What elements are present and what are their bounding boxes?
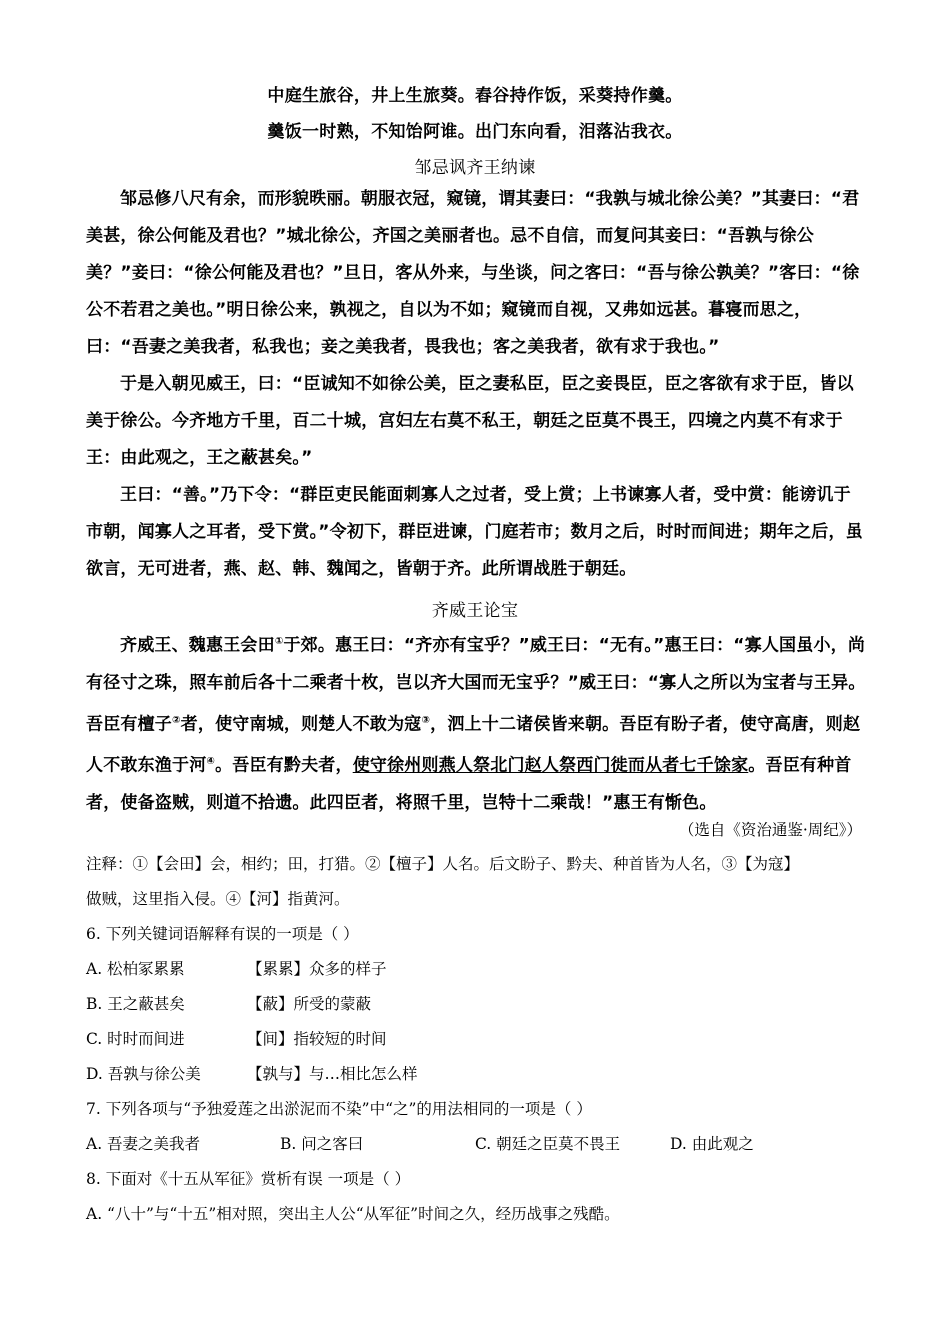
q6-option-c[interactable]: C. 时时而间进 bbox=[86, 1030, 185, 1048]
q8-option-a[interactable]: A. “八十”与“十五”相对照，突出主人公“从军征”时间之久，经历战事之残酷。 bbox=[86, 1205, 620, 1223]
passage2-body bbox=[86, 623, 866, 822]
passage2-title: 齐威王论宝 bbox=[431, 601, 519, 621]
passage2-text-6: 。吾臣有种首者，使备盗贼，则道不拾遗。此四臣者，将照千里，岂特十二乘哉！”惠王有惭色。 bbox=[86, 755, 852, 813]
poem-line-2: 羹饭一时熟，不知饴阿谁。出门东向看，泪落沾我衣。 bbox=[267, 122, 683, 142]
q6-option-a[interactable]: A. 松柏冢累累 bbox=[86, 960, 185, 978]
notes-line-2: 做贼，这里指入侵。④【河】指黄河。 bbox=[86, 890, 350, 908]
q6-option-d[interactable]: D. 吾孰与徐公美 bbox=[86, 1065, 201, 1083]
q7-option-b[interactable]: B. 问之客曰 bbox=[280, 1135, 364, 1153]
note-ref-3: ③ bbox=[421, 714, 431, 726]
source-citation: （选自《资治通鉴·周纪》） bbox=[678, 821, 862, 839]
q7-option-d[interactable]: D. 由此观之 bbox=[670, 1135, 754, 1153]
q7-option-a[interactable]: A. 吾妻之美我者 bbox=[86, 1135, 201, 1153]
q6-option-b-gloss: 【蔽】所受的蒙蔽 bbox=[247, 995, 372, 1013]
q6-option-a-gloss: 【累累】众多的样子 bbox=[247, 960, 387, 978]
passage1-title: 邹忌讽齐王纳谏 bbox=[414, 158, 536, 178]
passage1-para-3: 王曰：“善。”乃下令：“群臣吏民能面刺寡人之过者，受上赏；上书谏寡人者，受中赏：能谤讥于市朝，闻寡人之耳者，受下赏。”令初下，群臣进谏，门庭若市；数月之后，时时而间进；期年之后，虽欲言，无可进者，燕、赵、韩、魏闻之，皆朝于齐。此所谓战胜于朝廷。 bbox=[86, 485, 863, 579]
passage2-text-3: 者，使守南城，则楚人不敢为寇 bbox=[180, 714, 422, 735]
passage1-para-1: 邹忌修八尺有余，而形貌昳丽。朝服衣冠，窥镜，谓其妻曰：“我孰与城北徐公美？”其妻曰：“君美甚，徐公何能及君也？”城北徐公，齐国之美丽者也。忌不自信，而复问其妾曰：“吾孰与徐公美？”妾曰：“徐公何能及君也？”旦日，客从外来，与坐谈，问之客曰：“吾与徐公孰美？”客曰：“徐公不若君之美也。”明日徐公来，孰视之，自以为不如；窥镜而自视，又弗如远甚。暮寝而思之，曰：“吾妻之美我者，私我也；妾之美我者，畏我也；客之美我者，欲有求于我也。” bbox=[86, 189, 860, 357]
q7-option-c[interactable]: C. 朝廷之臣莫不畏王 bbox=[475, 1135, 621, 1153]
question-6-stem: 6. 下列关键词语解释有误的一项是（ ） bbox=[86, 925, 359, 943]
q6-option-c-gloss: 【间】指较短的时间 bbox=[247, 1030, 387, 1048]
poem-line-1: 中庭生旅谷，井上生旅葵。舂谷持作饭，采葵持作羹。 bbox=[267, 86, 683, 106]
question-8-stem: 8. 下面对《十五从军征》赏析有误 一项是（ ） bbox=[86, 1170, 411, 1188]
passage1-para-2: 于是入朝见威王，曰：“臣诚知不如徐公美，臣之妻私臣，臣之妾畏臣，臣之客欲有求于臣，皆以美于徐公。今齐地方千里，百二十城，宫妇左右莫不私王，朝廷之臣莫不畏王，四境之内莫不有求于王：由此观之，王之蔽甚矣。” bbox=[86, 374, 854, 468]
note-ref-2: ② bbox=[172, 714, 181, 726]
notes-line-1: 注释：①【会田】会，相约；田，打猎。②【檀子】人名。后文盼子、黔夫、种首皆为人名，③【为寇】 bbox=[86, 855, 800, 873]
question-7-stem: 7. 下列各项与“予独爱莲之出淤泥而不染”中“之”的用法相同的一项是（ ） bbox=[86, 1100, 592, 1118]
passage2-text-1: 齐威王、魏惠王会田 bbox=[120, 635, 275, 656]
note-ref-1: ① bbox=[274, 636, 284, 647]
underlined-sentence: 使守徐州则燕人祭北门赵人祭西门徙而从者七千馀家 bbox=[352, 755, 749, 776]
passage2-text-2: 于郊。惠王曰：“齐亦有宝乎？”威王曰：“无有。”惠王曰：“寡人国虽小，尚有径寸之珠，照车前后各十二乘者十枚，岂以齐大国而无宝乎？”威王曰：“寡人之所以为宝者与王异。吾臣有檀子 bbox=[86, 635, 866, 735]
note-ref-4: ④ bbox=[206, 756, 216, 768]
passage2-text-4: ，泗上十二诸侯皆来朝。吾臣有盼子者，使守高唐，则赵人不敢东渔于河 bbox=[86, 714, 861, 776]
passage2-text-5: 。吾臣有黔夫者， bbox=[215, 755, 353, 776]
passage1-body bbox=[86, 181, 866, 588]
q6-option-b[interactable]: B. 王之蔽甚矣 bbox=[86, 995, 185, 1013]
q6-option-d-gloss: 【孰与】与…相比怎么样 bbox=[247, 1065, 418, 1083]
passage2-para bbox=[86, 623, 866, 822]
